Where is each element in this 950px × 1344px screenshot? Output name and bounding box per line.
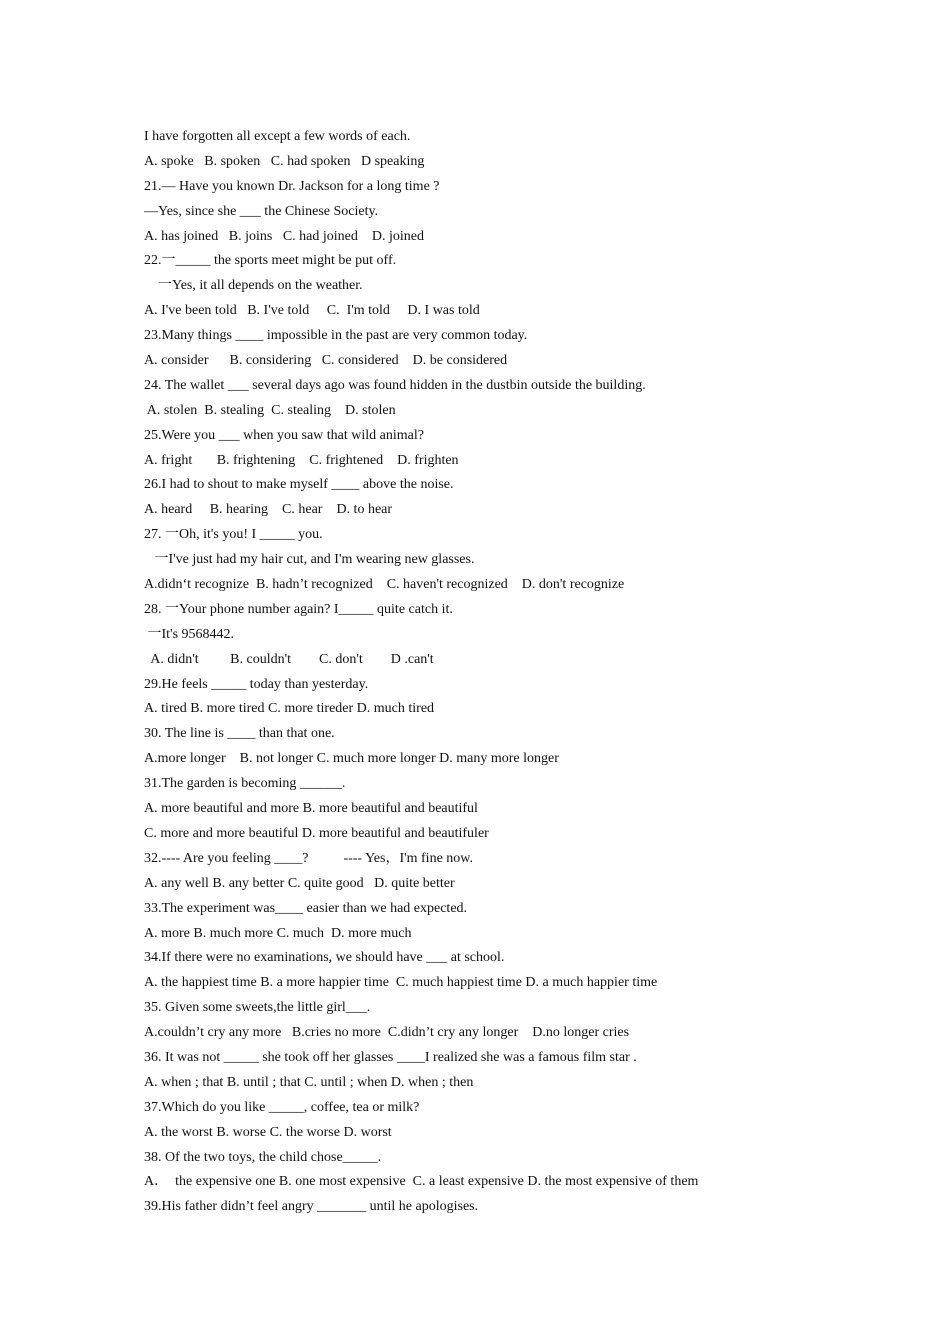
text-line: A. consider B. considering C. considered D. be considered [144,353,508,369]
text-line: 22.一_____ the sports meet might be put off. [144,253,397,269]
text-line: A.more longer B. not longer C. much more longer D. many more longer [144,751,559,767]
text-line: A． the expensive one B. one most expensive C. a least expensive D. the most expensive of them [144,1174,699,1190]
text-line: 一I've just had my hair cut, and I'm wearing new glasses. [144,552,475,568]
text-line: 37.Which do you like _____, coffee, tea or milk? [144,1099,420,1115]
text-line: 35. Given some sweets,the little girl___. [144,1000,371,1016]
text-line: 33.The experiment was____ easier than we had expected. [144,900,468,916]
document-body [144,125,904,1220]
text-line: 29.He feels _____ today than yesterday. [144,676,369,692]
text-line: A. spoke B. spoken C. had spoken D speaking [144,153,425,169]
text-line: A. the worst B. worse C. the worse D. worst [144,1124,392,1140]
text-line: 21.— Have you known Dr. Jackson for a long time ? [144,178,440,194]
text-line: 31.The garden is becoming ______. [144,776,346,792]
text-line: A.couldn’t cry any more B.cries no more C.didn’t cry any longer D.no longer cries [144,1025,630,1041]
text-line: A. more B. much more C. much D. more much [144,925,412,941]
text-line: A. tired B. more tired C. more tireder D. much tired [144,701,435,717]
text-line: 26.I had to shout to make myself ____ above the noise. [144,477,454,493]
text-line: C. more and more beautiful D. more beautiful and beautifuler [144,825,489,841]
text-line: 34.If there were no examinations, we should have ___ at school. [144,950,505,966]
text-line: 24. The wallet ___ several days ago was found hidden in the dustbin outside the building. [144,377,646,393]
text-line: A. stolen B. stealing C. stealing D. stolen [144,402,396,418]
text-line: 27. 一Oh, it's you! I _____ you. [144,527,323,543]
text-line: A. fright B. frightening C. frightened D. frighten [144,452,459,468]
text-line: A. didn't B. couldn't C. don't D .can't [144,651,434,667]
text-line: A.didn‘t recognize B. hadn’t recognized C. haven't recognized D. don't recognize [144,577,625,593]
text-line: A. any well B. any better C. quite good D. quite better [144,875,455,891]
text-line: 23.Many things ____ impossible in the past are very common today. [144,328,528,344]
text-line: A. heard B. hearing C. hear D. to hear [144,502,393,518]
text-line: 一Yes, it all depends on the weather. [144,278,363,294]
text-line: 38. Of the two toys, the child chose_____. [144,1149,382,1165]
text-line: —Yes, since she ___ the Chinese Society. [144,203,379,219]
text-line: 25.Were you ___ when you saw that wild animal? [144,427,424,443]
text-line: A. has joined B. joins C. had joined D. joined [144,228,424,244]
text-line: I have forgotten all except a few words of each. [144,129,411,144]
text-line: 39.His father didn’t feel angry _______ until he apologises. [144,1199,479,1215]
text-line: A. I've been told B. I've told C. I'm told D. I was told [144,303,480,319]
text-line: 一It's 9568442. [144,626,235,642]
text-line: 28. 一Your phone number again? I_____ quite catch it. [144,601,453,617]
text-line: A. more beautiful and more B. more beautiful and beautiful [144,801,478,817]
text-line: 30. The line is ____ than that one. [144,726,335,742]
text-line: 36. It was not _____ she took off her glasses ____I realized she was a famous film star . [144,1049,637,1065]
text-line: 32.---- Are you feeling ____? ---- Yes，I'm fine now. [144,850,473,866]
text-line: A. when ; that B. until ; that C. until ; when D. when ; then [144,1074,474,1090]
text-line: A. the happiest time B. a more happier time C. much happiest time D. a much happier time [144,975,658,991]
